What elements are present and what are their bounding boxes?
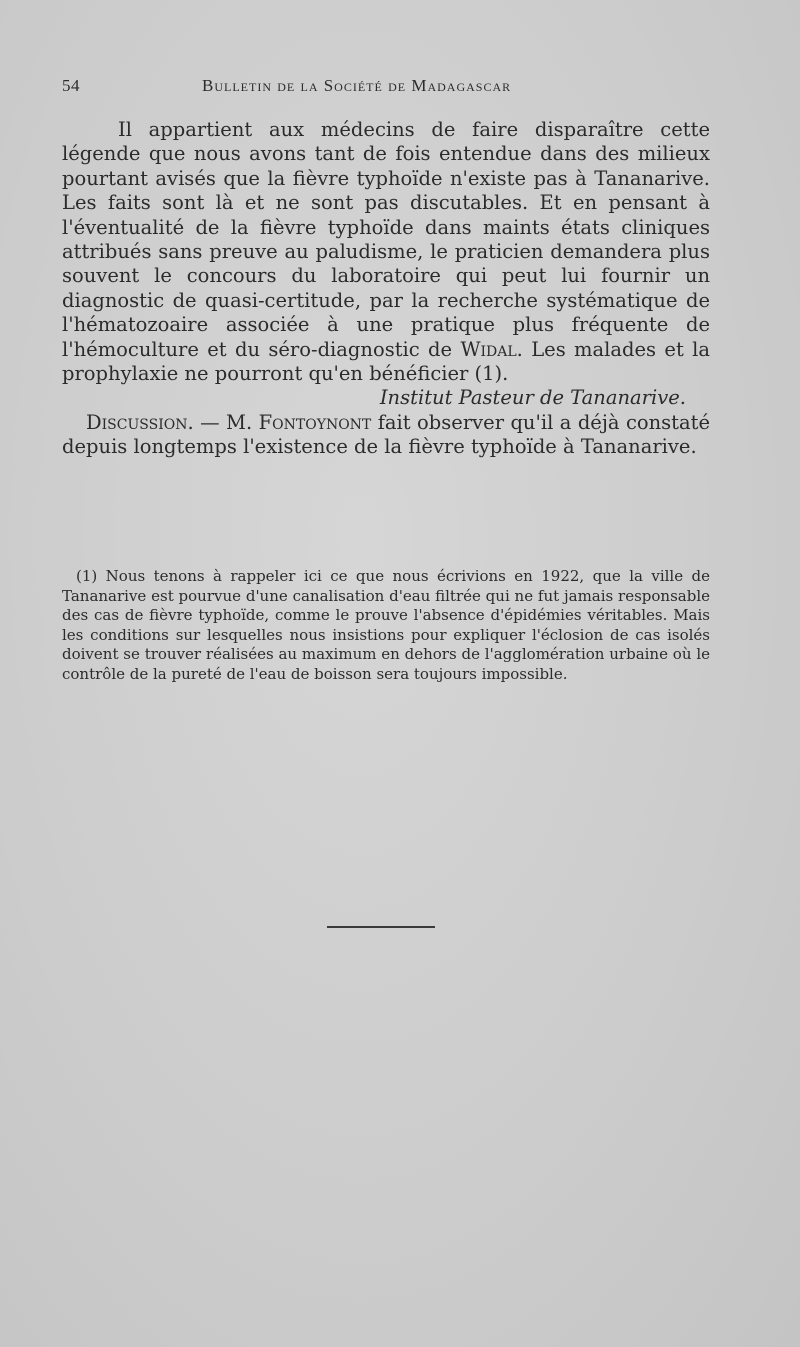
widal-name: Widal — [460, 337, 517, 361]
discussion-text: fait observer qu'il a déjà constaté depuis longtemps l'existence de la fièvre typhoïde à Tananarive. — [62, 410, 711, 459]
discussion-label: Discussion. — [86, 410, 194, 434]
main-paragraph-text: Il appartient aux médecins de faire disparaître cette légende que nous avons tant de fois entendue dans des milieux pourtant avisés que la fièvre typhoïde n'existe pas à Tananarive. Les faits sont là et ne sont pas discutables. Et en pensant à l'éventualité de la fièvre typhoïde dans maints états cliniques attribués sans preuve au paludisme, le praticien demandera plus souvent le concours du laboratoire qui peut lui fournir un diagnostic de quasi-certitude, par la recherche systématique de l'hématozoaire associée à une pratique plus fréquente de l'hémoculture et du séro-diagnostic de — [62, 118, 710, 361]
footnote — [62, 567, 710, 685]
footnote-text: (1) Nous tenons à rappeler ici ce que nous écrivions en 1922, que la ville de Tananarive est pourvue d'une canalisation d'eau filtrée qui ne fut jamais responsable des cas de fièvre typhoïde, comme le prouve l'absence d'épidémies véritables. Mais les conditions sur lesquelles nous insistions pour expliquer l'éclosion de cas isolés doivent se trouver réalisées au maximum en dehors de l'agglomération urbaine où le contrôle de la pureté de l'eau de boisson sera toujours impossible. — [62, 567, 710, 683]
main-paragraph — [62, 118, 710, 386]
discussion-dash: — M. — [193, 410, 259, 434]
discussion-paragraph — [62, 411, 710, 460]
end-rule — [327, 926, 435, 928]
main-paragraph-end: . Les malades et la prophylaxie ne pourront qu'en bénéficier (1). — [62, 337, 710, 386]
signature: Institut Pasteur de Tananarive. — [379, 386, 686, 410]
page-header — [62, 76, 742, 100]
body-text — [62, 118, 710, 460]
page-number: 54 — [62, 76, 80, 95]
discussion-name: Fontoynont — [258, 410, 372, 434]
running-title: Bulletin de la Société de Madagascar — [202, 76, 512, 95]
